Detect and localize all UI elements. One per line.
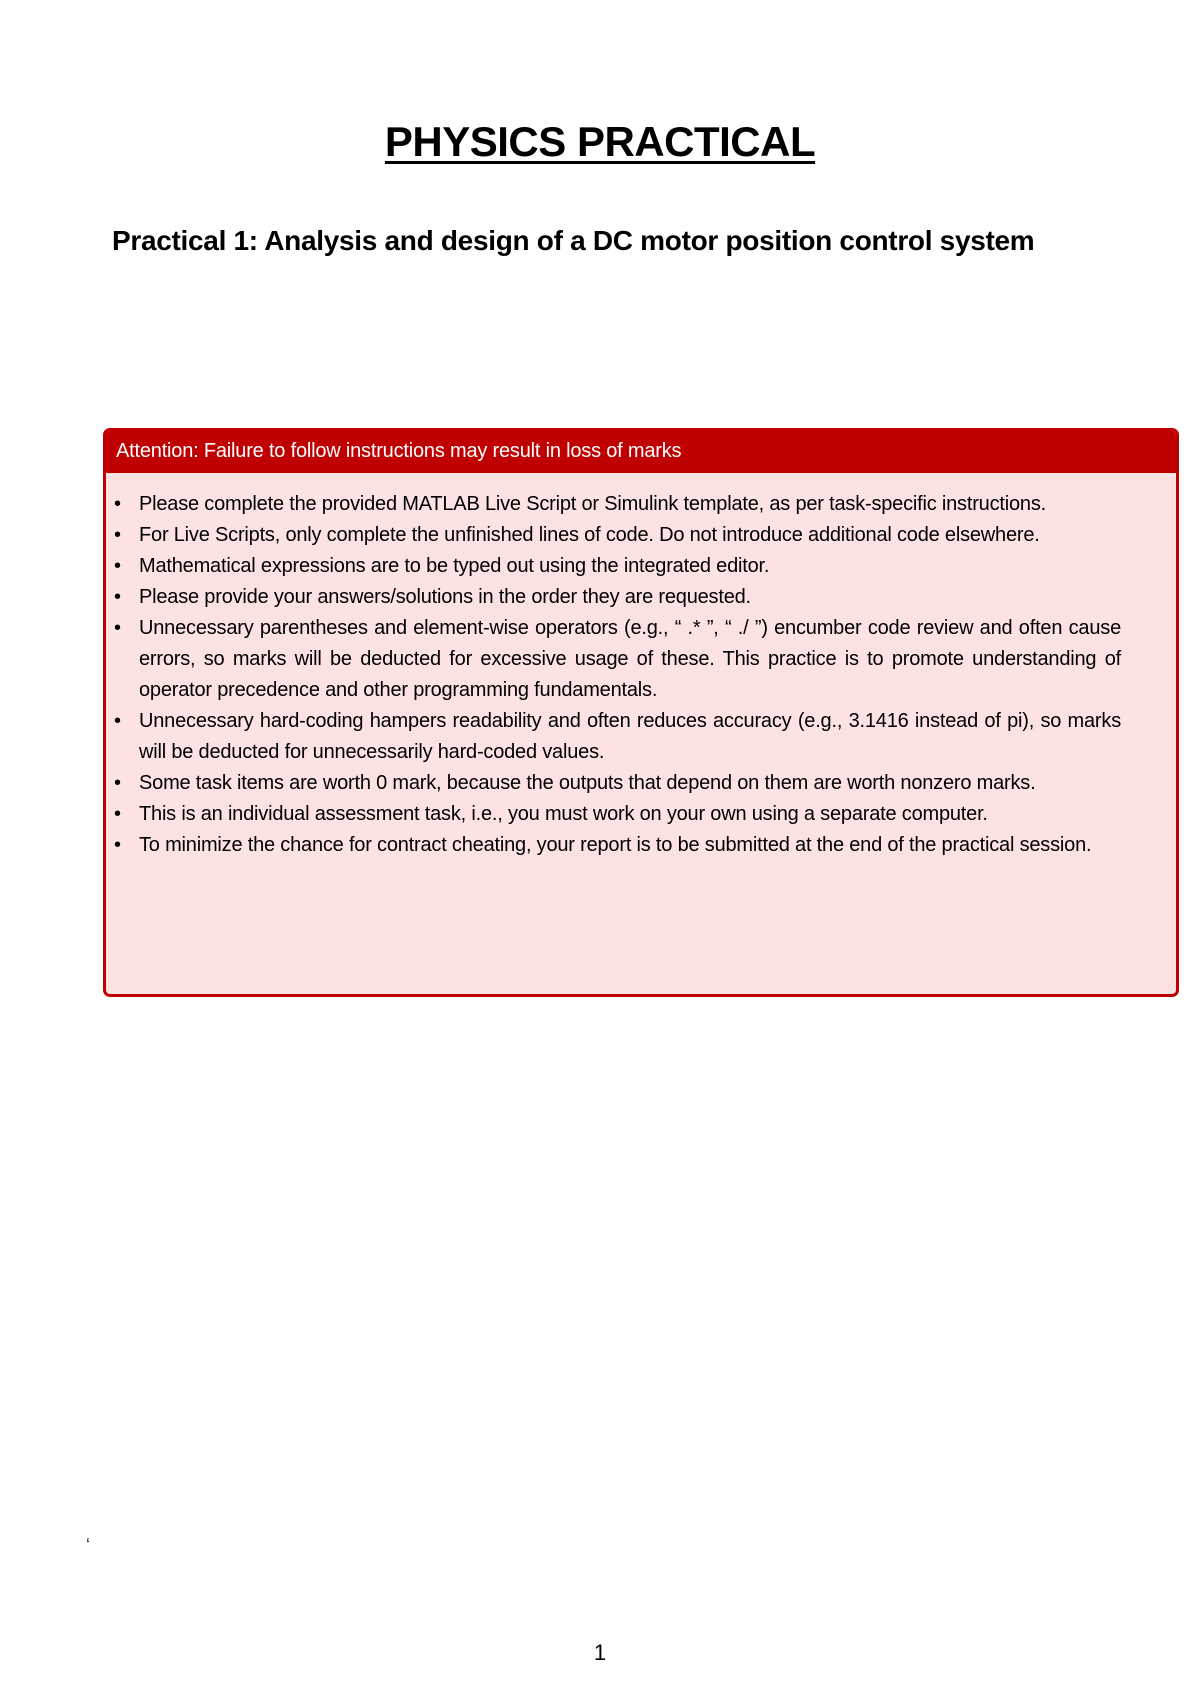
attention-item	[114, 582, 1121, 613]
bullet-icon: •	[114, 617, 121, 639]
attention-item-text: Unnecessary hard-coding hampers readability and often reduces accuracy (e.g., 3.1416 instead of pi), so marks will be deducted for unnecessarily hard-coded values.	[139, 710, 1121, 763]
attention-item-text: This is an individual assessment task, i.e., you must work on your own using a separate computer.	[139, 803, 988, 825]
attention-item	[114, 768, 1121, 799]
attention-item	[114, 489, 1121, 520]
attention-item-text: For Live Scripts, only complete the unfinished lines of code. Do not introduce additional code elsewhere.	[139, 524, 1040, 546]
attention-item-text: Please provide your answers/solutions in the order they are requested.	[139, 586, 751, 608]
document-title: PHYSICS PRACTICAL	[384, 118, 816, 165]
bullet-icon: •	[114, 710, 121, 732]
attention-list	[106, 473, 1176, 861]
attention-item	[114, 799, 1121, 830]
attention-item	[114, 613, 1121, 706]
page-number: 1	[593, 1640, 607, 1665]
bullet-icon: •	[114, 586, 121, 608]
stray-mark: ‘	[86, 1535, 90, 1555]
bullet-icon: •	[114, 803, 121, 825]
attention-item	[114, 706, 1121, 768]
attention-item-text: To minimize the chance for contract cheating, your report is to be submitted at the end of the practical session.	[139, 834, 1092, 856]
attention-item-text: Mathematical expressions are to be typed out using the integrated editor.	[139, 555, 770, 577]
bullet-icon: •	[114, 772, 121, 794]
attention-header: Attention: Failure to follow instructions may result in loss of marks	[106, 431, 1176, 473]
bullet-icon: •	[114, 493, 121, 515]
bullet-icon: •	[114, 524, 121, 546]
attention-item	[114, 830, 1121, 861]
practical-subtitle: Practical 1: Analysis and design of a DC motor position control system	[112, 225, 1035, 256]
bullet-icon: •	[114, 555, 121, 577]
attention-item	[114, 551, 1121, 582]
attention-box	[103, 428, 1179, 997]
attention-item-text: Some task items are worth 0 mark, because the outputs that depend on them are worth nonzero marks.	[139, 772, 1036, 794]
attention-item	[114, 520, 1121, 551]
attention-item-text: Unnecessary parentheses and element-wise operators (e.g., “ .* ”, “ ./ ”) encumber code review and often cause errors, so marks will be deducted for excessive usage of these. This practice is to promote understanding of operator precedence and other programming fundamentals.	[139, 617, 1121, 701]
bullet-icon: •	[114, 834, 121, 856]
attention-item-text: Please complete the provided MATLAB Live Script or Simulink template, as per task-specific instructions.	[139, 493, 1047, 515]
